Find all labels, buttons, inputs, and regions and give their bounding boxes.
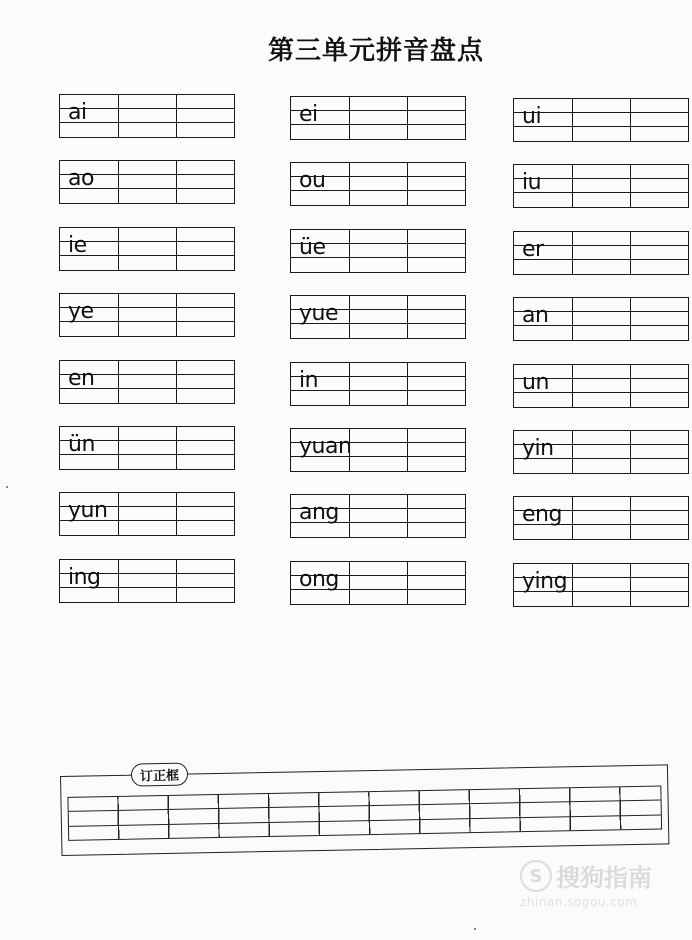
pinyin-syllable: ou (299, 168, 326, 194)
pinyin-syllable: ei (299, 102, 318, 127)
pinyin-syllable: ao (68, 166, 94, 192)
pinyin-writing-box (513, 430, 689, 474)
pinyin-writing-box (59, 94, 235, 138)
watermark-text: 搜狗指南 (556, 864, 652, 892)
pinyin-writing-box (59, 360, 235, 404)
watermark (520, 858, 652, 909)
pinyin-syllable: ying (522, 568, 568, 594)
pinyin-syllable: un (522, 369, 549, 395)
pinyin-writing-box (290, 295, 466, 339)
pinyin-writing-box (513, 364, 689, 408)
pinyin-syllable: en (68, 365, 95, 391)
pinyin-writing-box (59, 227, 235, 271)
correction-box-label: 订正框 (131, 763, 188, 787)
pinyin-writing-box (513, 231, 689, 275)
pinyin-syllable: ai (68, 100, 87, 125)
pinyin-syllable: in (299, 367, 319, 393)
pinyin-writing-box (59, 160, 235, 204)
pinyin-writing-box (59, 559, 235, 603)
pinyin-syllable: yun (68, 498, 108, 524)
pinyin-writing-box (290, 362, 466, 406)
correction-writing-grid (67, 785, 662, 840)
pinyin-syllable: iu (522, 170, 542, 196)
pinyin-writing-box (290, 561, 466, 605)
pinyin-syllable: ui (522, 104, 542, 129)
pinyin-writing-box (513, 164, 689, 208)
scan-speck (6, 486, 8, 488)
pinyin-writing-box (59, 492, 235, 536)
pinyin-writing-box (290, 96, 466, 140)
correction-box (60, 764, 669, 856)
pinyin-writing-box (513, 297, 689, 341)
pinyin-syllable: ang (299, 500, 339, 526)
pinyin-syllable: ye (68, 299, 94, 325)
pinyin-syllable: er (522, 236, 544, 262)
pinyin-syllable: yue (299, 301, 338, 327)
watermark-domain: zhinan.sogou.com (520, 895, 638, 909)
pinyin-writing-box (290, 428, 466, 472)
pinyin-syllable: eng (522, 502, 562, 528)
pinyin-writing-box (513, 98, 689, 142)
pinyin-writing-box (513, 563, 689, 607)
pinyin-writing-box (290, 162, 466, 206)
pinyin-writing-box (290, 229, 466, 273)
pinyin-writing-box (59, 426, 235, 470)
pinyin-syllable: ie (68, 232, 87, 258)
pinyin-syllable: yin (522, 436, 554, 461)
pinyin-syllable: an (522, 303, 549, 329)
scan-speck (474, 928, 476, 930)
pinyin-syllable: ong (299, 566, 339, 592)
pinyin-syllable: üe (299, 234, 326, 260)
pinyin-syllable: ing (68, 564, 101, 590)
page-title: 第三单元拼音盘点 (267, 36, 484, 66)
sogou-logo-icon: S (520, 860, 552, 892)
pinyin-writing-box (59, 293, 235, 337)
pinyin-syllable: yuan (299, 434, 352, 459)
pinyin-syllable: ün (68, 432, 95, 457)
pinyin-writing-box (513, 496, 689, 540)
pinyin-writing-box (290, 494, 466, 538)
